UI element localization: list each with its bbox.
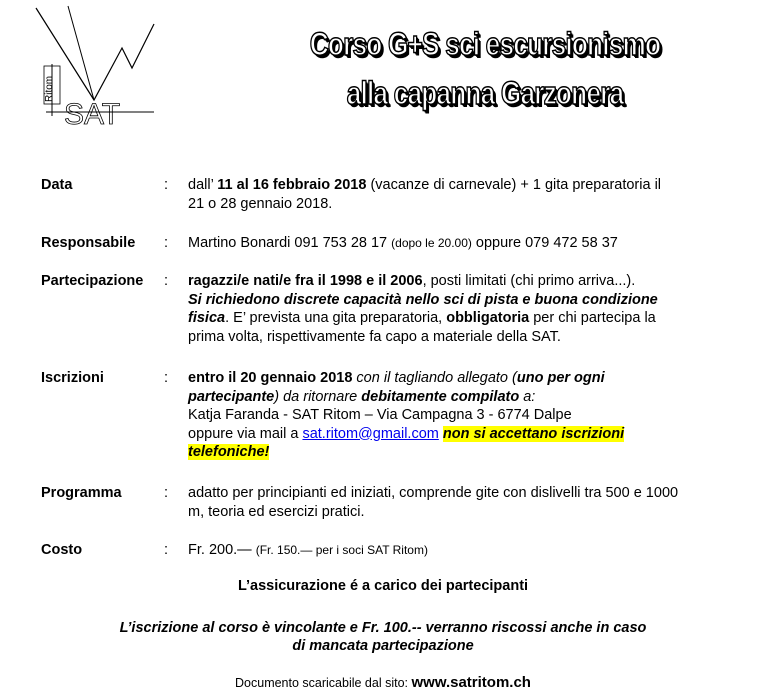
text: Katja Faranda - SAT Ritom – Via Campagna 3 - 6774 Dalpe — [188, 407, 572, 423]
text: uno per ogni — [516, 370, 605, 386]
text: per chi partecipa la — [529, 310, 656, 326]
value-partecipazione — [188, 272, 753, 346]
logo-sat-text: SAT — [64, 98, 121, 130]
text: ragazzi/e nati/e fra il 1998 e il 2006 — [188, 273, 423, 289]
text: , posti limitati (chi primo arriva...). — [422, 273, 636, 289]
text: oppure 079 472 58 37 — [471, 235, 618, 251]
text: Si richiedono discrete capacità nello sci di pista e buona condizione — [188, 291, 658, 308]
text: Martino Bonardi 091 753 28 17 — [188, 235, 392, 251]
value-programma — [188, 484, 753, 521]
label-programma: Programma — [41, 485, 122, 501]
text: fisica — [188, 310, 226, 326]
text: dall’ — [188, 177, 218, 193]
text: . E’ prevista una gita preparatoria, — [225, 310, 447, 326]
download-note — [0, 673, 766, 693]
email-link[interactable]: sat.ritom@gmail.com — [302, 425, 439, 442]
text: debitamente compilato — [361, 388, 520, 405]
value-data — [188, 176, 753, 213]
colon: : — [164, 273, 169, 289]
dates: 11 al 16 febbraio 2018 — [217, 177, 367, 193]
insurance-note: L’assicurazione é a carico dei partecipanti — [237, 578, 529, 594]
label-data: Data — [41, 177, 73, 193]
binding-note-2: di mancata partecipazione — [292, 638, 474, 654]
text: (vacanze di carnevale) + 1 gita preparatoria il — [366, 177, 662, 193]
text: Fr. 200.— — [188, 542, 256, 558]
website-link[interactable]: www.satritom.ch — [411, 674, 531, 691]
colon: : — [164, 235, 169, 251]
text: Documento scaricabile dal sito: — [235, 676, 412, 690]
text: oppure via mail a — [188, 425, 303, 442]
binding-note-1: L’iscrizione al corso è vincolante e Fr. 100.-- verranno riscossi anche in caso — [119, 620, 647, 636]
colon: : — [164, 485, 169, 501]
logo-ritom-text: Ritom — [44, 75, 55, 102]
title-line-2: alla capanna Garzonera — [346, 75, 624, 111]
text: 21 o 28 gennaio 2018. — [188, 195, 333, 212]
text: a: — [519, 388, 536, 405]
colon: : — [164, 370, 169, 386]
text: con il tagliando allegato ( — [352, 370, 517, 386]
value-costo — [188, 541, 753, 560]
text: (dopo le 20.00) — [391, 236, 472, 250]
label-responsabile: Responsabile — [41, 235, 136, 251]
value-responsabile — [188, 234, 753, 253]
label-partecipazione: Partecipazione — [41, 273, 144, 289]
text: entro il 20 gennaio 2018 — [188, 370, 353, 386]
text: (Fr. 150.— per i soci SAT Ritom) — [255, 543, 428, 557]
text: partecipante — [188, 388, 275, 405]
label-iscrizioni: Iscrizioni — [41, 370, 104, 386]
text: ) da ritornare — [274, 388, 362, 405]
text: m, teoria ed esercizi pratici. — [188, 503, 365, 520]
highlight-warning: telefoniche! — [188, 444, 270, 460]
title-line-1: Corso G+S sci escursionismo — [309, 26, 661, 62]
colon: : — [164, 542, 169, 558]
text: adatto per principianti ed iniziati, comprende gite con dislivelli tra 500 e 1000 — [188, 485, 679, 501]
label-costo: Costo — [41, 542, 83, 558]
value-iscrizioni — [188, 369, 753, 462]
colon: : — [164, 177, 169, 193]
text: prima volta, rispettivamente fa capo a materiale della SAT. — [188, 328, 561, 345]
text: obbligatoria — [446, 310, 530, 326]
sat-ritom-logo — [30, 4, 160, 130]
highlight-warning: non si accettano iscrizioni — [442, 425, 625, 442]
